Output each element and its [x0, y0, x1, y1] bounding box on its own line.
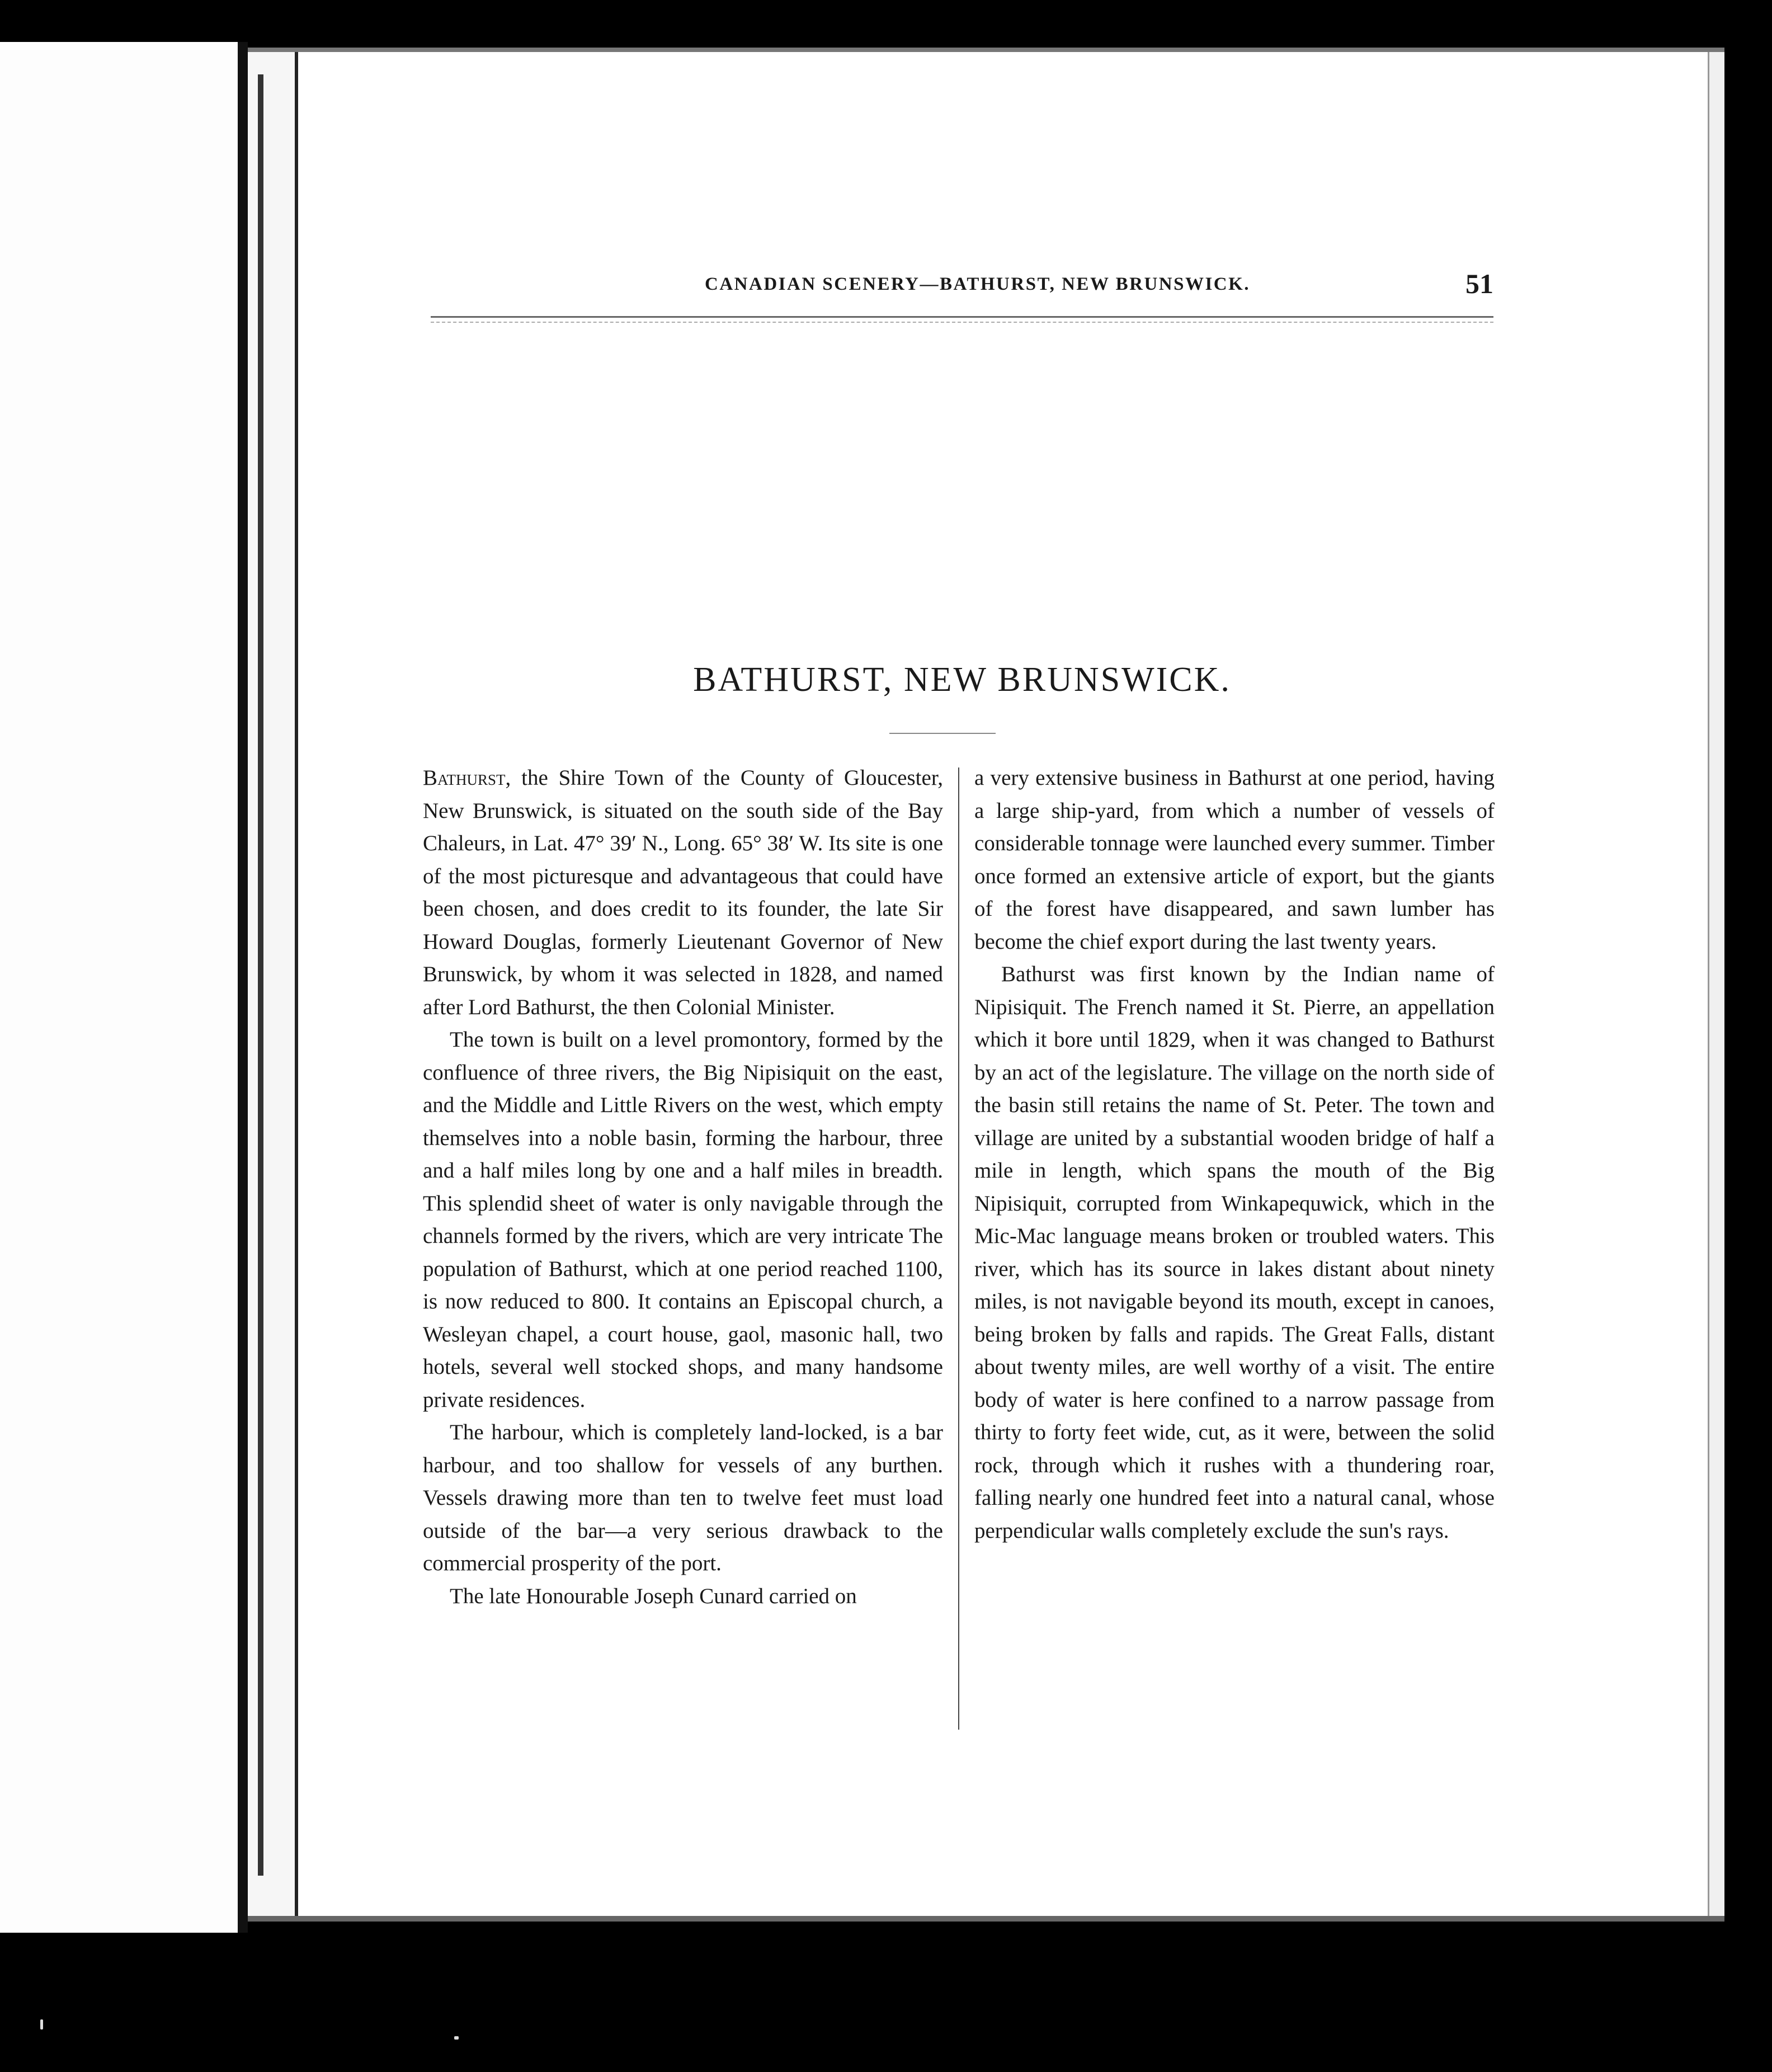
column-divider: [958, 767, 959, 1730]
lead-word: Bathurst: [423, 766, 506, 790]
paragraph: The harbour, which is completely land-locked, is a bar harbour, and too shallow for vessels of any burthen. Vessels drawing more than ten to twelve feet must load outside of the bar—a very serious drawback to the commercial prosperity of the port.: [423, 1420, 943, 1575]
paragraph: The town is built on a level promontory, formed by the confluence of three rivers, the Big Nipisiquit on the east, and the Middle and Little Rivers on the west, which empty themselves into a noble basin, forming the harbour, three and a half miles long by one and a half miles in breadth. This splendid sheet of water is only navigable through the channels formed by the rivers, which are very intricate The population of Bathurst, which at one period reached 1100, is now reduced to 800. It contains an Episcopal church, a Wesleyan chapel, a court house, gaol, masonic hall, two hotels, several well stocked shops, and many handsome private residences.: [423, 1028, 943, 1412]
left-column: [423, 762, 943, 1613]
page-spine-edge: [248, 52, 298, 1916]
page-right-edge: [1708, 52, 1724, 1916]
header-rule-secondary: [431, 322, 1493, 323]
header-rule: [431, 316, 1493, 318]
left-facing-page: [0, 42, 238, 1933]
page-number: 51: [1465, 268, 1493, 299]
paragraph: [423, 762, 943, 1024]
running-head: [431, 224, 1493, 299]
paragraph: Bathurst was first known by the Indian name of Nipisiquit. The French named it St. Pierre, an appellation which it bore until 1829, when it was changed to Bathurst by an act of the legislature. The village on the north side of the basin still retains the name of St. Peter. The town and village are united by a substantial wooden bridge of half a mile in length, which spans the mouth of the Big Nipisiquit, corrupted from Winkapequwick, which in the Mic-Mac language means broken or troubled waters. This river, which has its source in lakes distant about ninety miles, is not navigable beyond its mouth, except in canoes, being broken by falls and rapids. The Great Falls, distant about twenty miles, are well worthy of a visit. The entire body of water is here confined to a narrow passage from thirty to forty feet wide, cut, as it were, between the solid rock, through which it rushes with a thundering roar, falling nearly one hundred feet into a natural canal, whose perpendicular walls completely exclude the sun's rays.: [974, 962, 1495, 1543]
paragraph: The late Honourable Joseph Cunard carried on: [450, 1584, 857, 1608]
running-head-title: CANADIAN SCENERY—BATHURST, NEW BRUNSWICK.: [705, 274, 1251, 294]
article-title: BATHURST, NEW BRUNSWICK.: [693, 661, 1231, 699]
title-divider: [889, 733, 996, 734]
scan-speck: [454, 2036, 459, 2040]
book-gutter: [238, 42, 248, 1933]
scan-speck: [40, 2019, 43, 2029]
paragraph: a very extensive business in Bathurst at one period, having a large ship-yard, from which a number of vessels of considerable tonnage were launched every summer. Timber once formed an extensive article of export, but the giants of the forest have disappeared, and sawn lumber has become the chief export during the last twenty years.: [974, 766, 1495, 954]
paragraph-text: , the Shire Town of the County of Gloucester, New Brunswick, is situated on the south side of the Bay Chaleurs, in Lat. 47° 39′ N., Long. 65° 38′ W. Its site is one of the most picturesque and advantageous that could have been chosen, and does credit to its founder, the late Sir Howard Douglas, formerly Lieutenant Governor of New Brunswick, by whom it was selected in 1828, and named after Lord Bathurst, the then Colonial Minister.: [423, 766, 943, 1019]
right-column: [974, 762, 1495, 1547]
